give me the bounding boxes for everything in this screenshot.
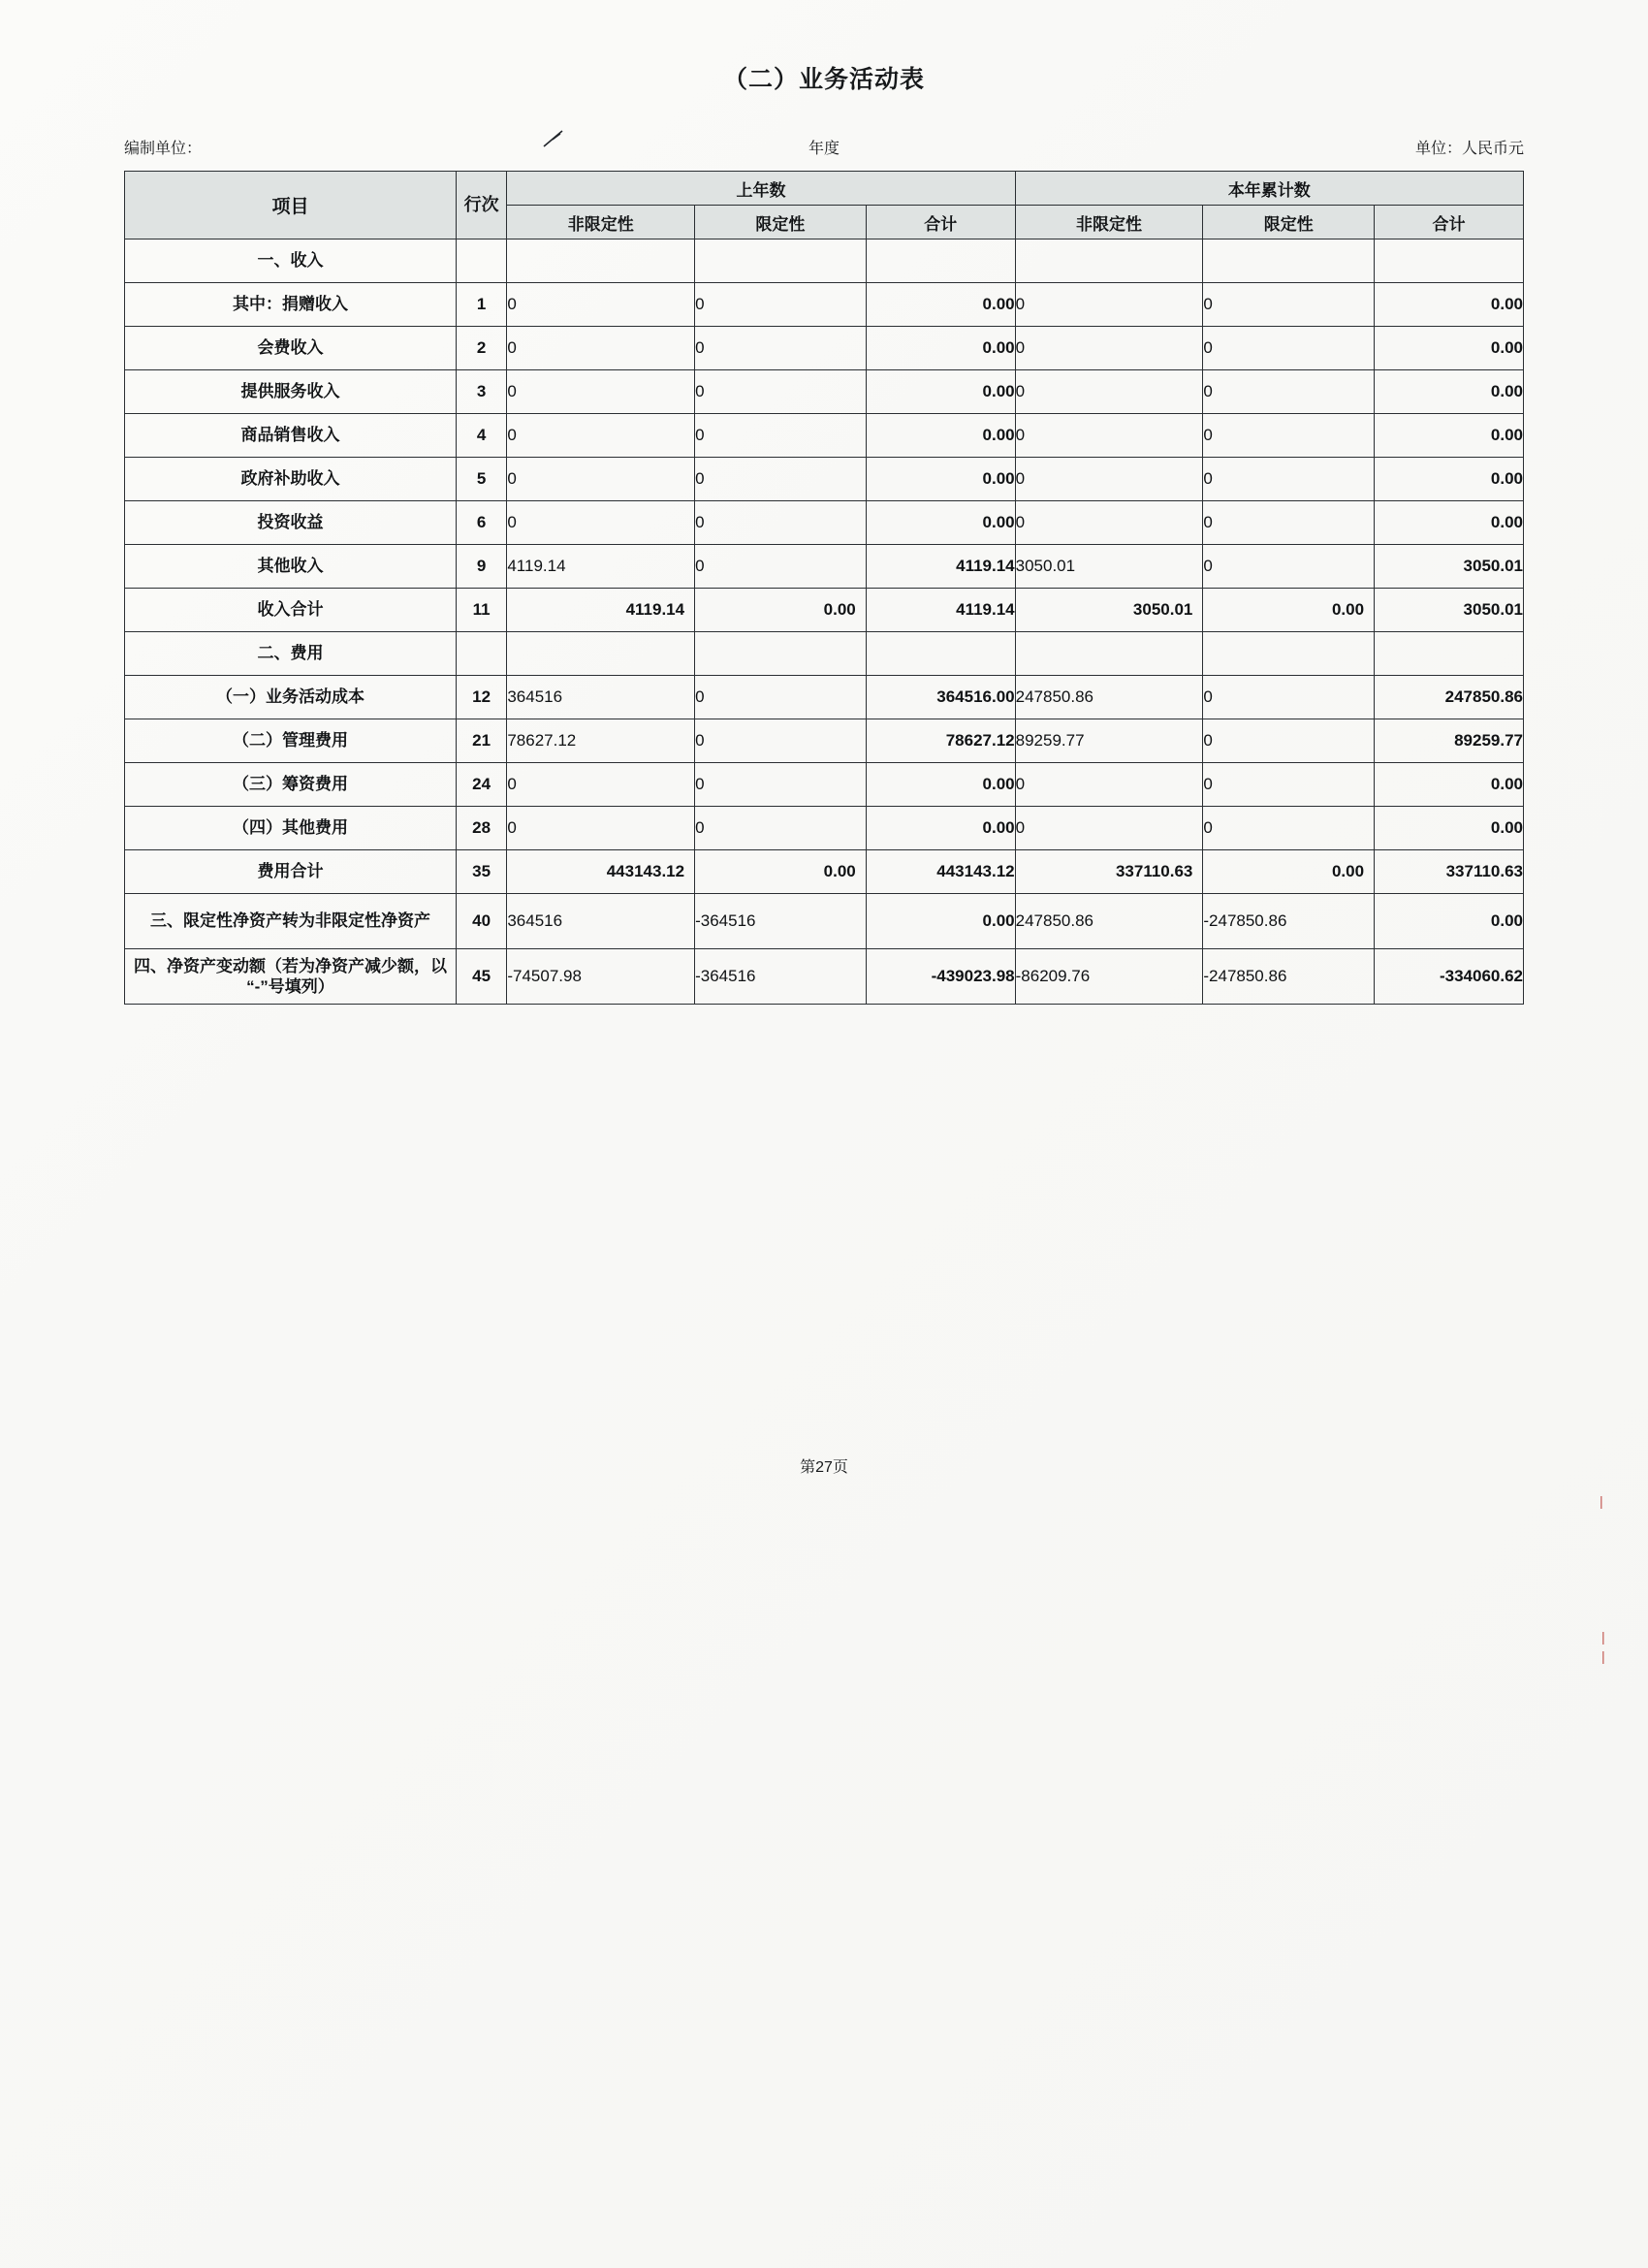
cell-prev-total: 0.00 bbox=[866, 763, 1015, 807]
cell-prev-restricted: 0 bbox=[695, 501, 867, 545]
table-row bbox=[125, 589, 1524, 632]
cell-cur-total bbox=[1375, 240, 1524, 283]
row-number: 21 bbox=[456, 719, 506, 763]
cell-prev-restricted: 0 bbox=[695, 458, 867, 501]
row-item-label: （二）管理费用 bbox=[125, 719, 457, 763]
header-cur-unrestricted: 非限定性 bbox=[1015, 206, 1203, 240]
row-number: 6 bbox=[456, 501, 506, 545]
cell-prev-restricted: 0 bbox=[695, 414, 867, 458]
row-item-label: 收入合计 bbox=[125, 589, 457, 632]
cell-prev-unrestricted: 78627.12 bbox=[507, 719, 695, 763]
cell-prev-unrestricted: 0 bbox=[507, 370, 695, 414]
table-row bbox=[125, 240, 1524, 283]
cell-prev-total: 0.00 bbox=[866, 894, 1015, 949]
header-row-no: 行次 bbox=[456, 172, 506, 240]
cell-prev-total bbox=[866, 240, 1015, 283]
cell-prev-restricted: 0 bbox=[695, 763, 867, 807]
cell-prev-total: 0.00 bbox=[866, 327, 1015, 370]
cell-cur-unrestricted: -86209.76 bbox=[1015, 949, 1203, 1005]
cell-cur-total: 0.00 bbox=[1375, 414, 1524, 458]
cell-prev-total: 4119.14 bbox=[866, 545, 1015, 589]
row-item-label: 商品销售收入 bbox=[125, 414, 457, 458]
cell-prev-restricted: 0 bbox=[695, 327, 867, 370]
cell-prev-total: -439023.98 bbox=[866, 949, 1015, 1005]
cell-cur-restricted: 0 bbox=[1203, 283, 1375, 327]
row-item-label: 其中：捐赠收入 bbox=[125, 283, 457, 327]
cell-prev-unrestricted: -74507.98 bbox=[507, 949, 695, 1005]
row-number: 35 bbox=[456, 850, 506, 894]
table-row bbox=[125, 632, 1524, 676]
cell-prev-restricted: -364516 bbox=[695, 949, 867, 1005]
meta-row bbox=[124, 136, 1524, 161]
cell-prev-unrestricted: 0 bbox=[507, 501, 695, 545]
cell-prev-restricted bbox=[695, 240, 867, 283]
cell-prev-total bbox=[866, 632, 1015, 676]
row-number bbox=[456, 240, 506, 283]
table-row bbox=[125, 370, 1524, 414]
table-row bbox=[125, 414, 1524, 458]
cell-cur-restricted bbox=[1203, 632, 1375, 676]
cell-prev-total: 0.00 bbox=[866, 458, 1015, 501]
cell-cur-total: 0.00 bbox=[1375, 283, 1524, 327]
cell-cur-total: 3050.01 bbox=[1375, 589, 1524, 632]
row-item-label: 会费收入 bbox=[125, 327, 457, 370]
cell-prev-unrestricted: 4119.14 bbox=[507, 589, 695, 632]
table-row bbox=[125, 850, 1524, 894]
cell-prev-restricted: 0 bbox=[695, 370, 867, 414]
cell-cur-total: 337110.63 bbox=[1375, 850, 1524, 894]
cell-cur-total: 0.00 bbox=[1375, 327, 1524, 370]
row-item-label: （三）筹资费用 bbox=[125, 763, 457, 807]
cell-prev-restricted bbox=[695, 632, 867, 676]
cell-prev-total: 443143.12 bbox=[866, 850, 1015, 894]
cell-prev-total: 364516.00 bbox=[866, 676, 1015, 719]
row-item-label: 一、收入 bbox=[125, 240, 457, 283]
header-cur-total: 合计 bbox=[1375, 206, 1524, 240]
row-number: 28 bbox=[456, 807, 506, 850]
cell-cur-total: 3050.01 bbox=[1375, 545, 1524, 589]
cell-cur-unrestricted: 0 bbox=[1015, 807, 1203, 850]
row-number: 11 bbox=[456, 589, 506, 632]
cell-cur-restricted: 0 bbox=[1203, 327, 1375, 370]
cell-prev-unrestricted: 0 bbox=[507, 327, 695, 370]
cell-prev-unrestricted: 0 bbox=[507, 414, 695, 458]
cell-cur-unrestricted: 247850.86 bbox=[1015, 676, 1203, 719]
cell-cur-unrestricted: 0 bbox=[1015, 763, 1203, 807]
cell-cur-restricted: 0.00 bbox=[1203, 850, 1375, 894]
cell-cur-restricted: 0 bbox=[1203, 370, 1375, 414]
cell-prev-unrestricted: 364516 bbox=[507, 894, 695, 949]
year-label: 年度 bbox=[808, 141, 840, 157]
table-row bbox=[125, 949, 1524, 1005]
cell-cur-unrestricted: 3050.01 bbox=[1015, 545, 1203, 589]
cell-prev-unrestricted: 0 bbox=[507, 458, 695, 501]
cell-prev-unrestricted: 0 bbox=[507, 807, 695, 850]
cell-cur-restricted: -247850.86 bbox=[1203, 894, 1375, 949]
table-row bbox=[125, 719, 1524, 763]
table-row bbox=[125, 807, 1524, 850]
cell-cur-unrestricted bbox=[1015, 632, 1203, 676]
cell-cur-total bbox=[1375, 632, 1524, 676]
cell-cur-total: 0.00 bbox=[1375, 763, 1524, 807]
row-item-label: 三、限定性净资产转为非限定性净资产 bbox=[125, 894, 457, 949]
cell-cur-total: 0.00 bbox=[1375, 807, 1524, 850]
currency-unit-label: 单位：人民币元 bbox=[1414, 141, 1524, 157]
row-number: 5 bbox=[456, 458, 506, 501]
table-header-row-top bbox=[125, 172, 1524, 206]
row-number: 45 bbox=[456, 949, 506, 1005]
cell-cur-unrestricted: 337110.63 bbox=[1015, 850, 1203, 894]
table-row bbox=[125, 545, 1524, 589]
cell-prev-restricted: 0 bbox=[695, 719, 867, 763]
row-item-label: 四、净资产变动额（若为净资产减少额，以“-”号填列） bbox=[125, 949, 457, 1005]
table-row bbox=[125, 283, 1524, 327]
row-number: 3 bbox=[456, 370, 506, 414]
table-row bbox=[125, 894, 1524, 949]
cell-cur-total: 0.00 bbox=[1375, 501, 1524, 545]
compiler-label: 编制单位： bbox=[124, 141, 203, 157]
cell-cur-restricted: 0 bbox=[1203, 414, 1375, 458]
cell-cur-unrestricted: 0 bbox=[1015, 414, 1203, 458]
row-number: 24 bbox=[456, 763, 506, 807]
table-row bbox=[125, 763, 1524, 807]
table-row bbox=[125, 501, 1524, 545]
cell-prev-restricted: 0 bbox=[695, 545, 867, 589]
cell-cur-total: 0.00 bbox=[1375, 370, 1524, 414]
row-number: 1 bbox=[456, 283, 506, 327]
cell-cur-restricted: 0 bbox=[1203, 719, 1375, 763]
cell-cur-unrestricted: 247850.86 bbox=[1015, 894, 1203, 949]
page-number: 第27页 bbox=[800, 1459, 848, 1476]
cell-prev-restricted: 0.00 bbox=[695, 589, 867, 632]
cell-prev-restricted: 0.00 bbox=[695, 850, 867, 894]
row-item-label: （四）其他费用 bbox=[125, 807, 457, 850]
cell-cur-unrestricted: 0 bbox=[1015, 283, 1203, 327]
cell-cur-unrestricted: 0 bbox=[1015, 370, 1203, 414]
header-prev-unrestricted: 非限定性 bbox=[507, 206, 695, 240]
cell-cur-restricted: 0.00 bbox=[1203, 589, 1375, 632]
cell-cur-unrestricted: 3050.01 bbox=[1015, 589, 1203, 632]
row-item-label: 政府补助收入 bbox=[125, 458, 457, 501]
cell-prev-unrestricted: 0 bbox=[507, 763, 695, 807]
table-row bbox=[125, 458, 1524, 501]
table-row bbox=[125, 327, 1524, 370]
row-number: 40 bbox=[456, 894, 506, 949]
cell-cur-unrestricted bbox=[1015, 240, 1203, 283]
page-title: （二）业务活动表 bbox=[722, 66, 925, 93]
cell-cur-total: -334060.62 bbox=[1375, 949, 1524, 1005]
cell-prev-total: 0.00 bbox=[866, 807, 1015, 850]
cell-cur-restricted: 0 bbox=[1203, 763, 1375, 807]
row-item-label: 其他收入 bbox=[125, 545, 457, 589]
cell-cur-restricted: -247850.86 bbox=[1203, 949, 1375, 1005]
cell-cur-restricted: 0 bbox=[1203, 545, 1375, 589]
cell-prev-restricted: 0 bbox=[695, 676, 867, 719]
cell-cur-restricted: 0 bbox=[1203, 807, 1375, 850]
header-cur-restricted: 限定性 bbox=[1203, 206, 1375, 240]
cell-prev-total: 0.00 bbox=[866, 414, 1015, 458]
row-number: 2 bbox=[456, 327, 506, 370]
row-number bbox=[456, 632, 506, 676]
cell-cur-restricted: 0 bbox=[1203, 458, 1375, 501]
header-current-year: 本年累计数 bbox=[1015, 172, 1523, 206]
cell-cur-unrestricted: 89259.77 bbox=[1015, 719, 1203, 763]
cell-cur-unrestricted: 0 bbox=[1015, 327, 1203, 370]
cell-cur-restricted: 0 bbox=[1203, 676, 1375, 719]
row-number: 9 bbox=[456, 545, 506, 589]
cell-cur-restricted: 0 bbox=[1203, 501, 1375, 545]
header-prev-year: 上年数 bbox=[507, 172, 1015, 206]
row-number: 4 bbox=[456, 414, 506, 458]
cell-cur-total: 0.00 bbox=[1375, 458, 1524, 501]
handwritten-mark-icon bbox=[541, 128, 570, 149]
cell-prev-unrestricted: 364516 bbox=[507, 676, 695, 719]
table-row bbox=[125, 676, 1524, 719]
cell-prev-total: 0.00 bbox=[866, 501, 1015, 545]
row-number: 12 bbox=[456, 676, 506, 719]
cell-prev-total: 78627.12 bbox=[866, 719, 1015, 763]
activity-statement-table bbox=[124, 171, 1524, 1005]
header-item: 项目 bbox=[125, 172, 457, 240]
cell-prev-restricted: -364516 bbox=[695, 894, 867, 949]
cell-prev-total: 0.00 bbox=[866, 370, 1015, 414]
row-item-label: （一）业务活动成本 bbox=[125, 676, 457, 719]
cell-cur-unrestricted: 0 bbox=[1015, 501, 1203, 545]
cell-prev-restricted: 0 bbox=[695, 283, 867, 327]
cell-prev-total: 4119.14 bbox=[866, 589, 1015, 632]
cell-prev-unrestricted: 0 bbox=[507, 283, 695, 327]
cell-cur-total: 0.00 bbox=[1375, 894, 1524, 949]
cell-cur-total: 89259.77 bbox=[1375, 719, 1524, 763]
cell-prev-unrestricted: 443143.12 bbox=[507, 850, 695, 894]
cell-cur-unrestricted: 0 bbox=[1015, 458, 1203, 501]
cell-prev-unrestricted bbox=[507, 240, 695, 283]
cell-prev-total: 0.00 bbox=[866, 283, 1015, 327]
row-item-label: 投资收益 bbox=[125, 501, 457, 545]
header-prev-restricted: 限定性 bbox=[695, 206, 867, 240]
cell-cur-total: 247850.86 bbox=[1375, 676, 1524, 719]
row-item-label: 提供服务收入 bbox=[125, 370, 457, 414]
cell-prev-unrestricted: 4119.14 bbox=[507, 545, 695, 589]
cell-prev-unrestricted bbox=[507, 632, 695, 676]
row-item-label: 费用合计 bbox=[125, 850, 457, 894]
cell-cur-restricted bbox=[1203, 240, 1375, 283]
header-prev-total: 合计 bbox=[866, 206, 1015, 240]
table-body bbox=[125, 240, 1524, 1005]
document-sheet bbox=[107, 0, 1541, 2268]
row-item-label: 二、费用 bbox=[125, 632, 457, 676]
cell-prev-restricted: 0 bbox=[695, 807, 867, 850]
